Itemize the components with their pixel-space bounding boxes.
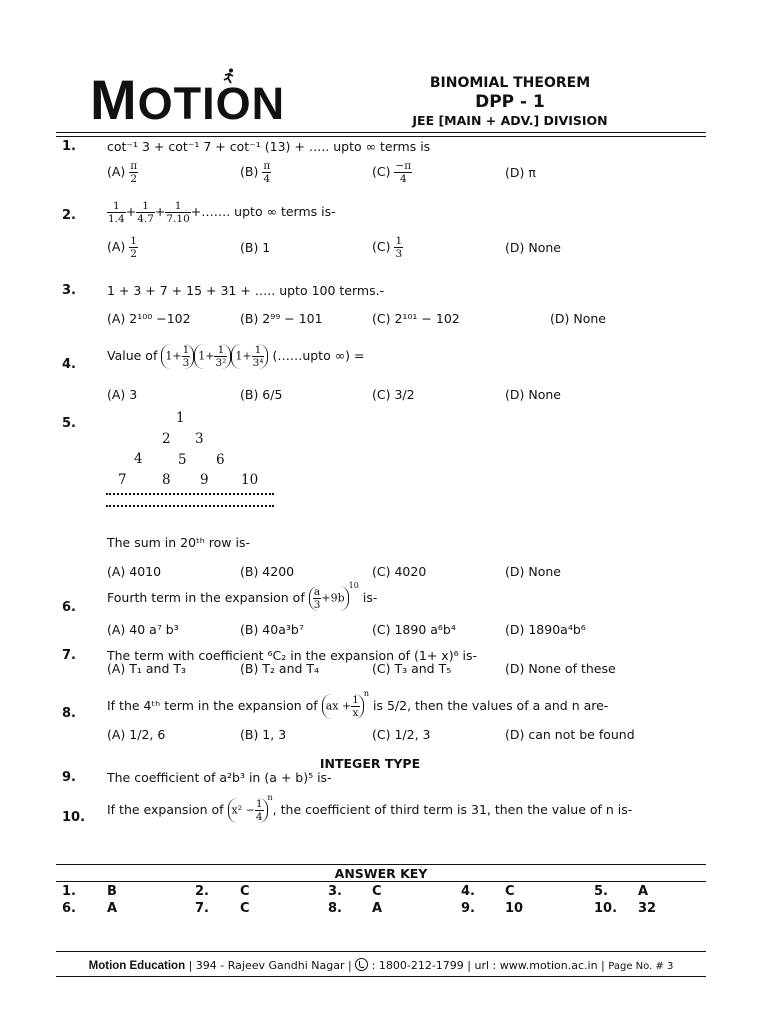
q8-option-a: (A) 1/2, 6 xyxy=(107,727,166,742)
q3-option-b: (B) 2⁹⁹ − 101 xyxy=(240,311,323,326)
motion-logo: MOTION xyxy=(90,68,286,131)
q3-number: 3. xyxy=(62,283,76,298)
q8-number: 8. xyxy=(62,706,76,721)
footer-url: | url : www.motion.ac.in | xyxy=(467,959,605,972)
q6-option-a: (A) 40 a⁷ b³ xyxy=(107,622,179,637)
q6-option-c: (C) 1890 a⁶b⁴ xyxy=(372,622,456,637)
answer-key-title: ANSWER KEY xyxy=(334,866,428,881)
answer-number: 9. xyxy=(461,901,475,916)
dpp-title: DPP - 1 xyxy=(475,92,545,112)
answer-value: C xyxy=(372,884,382,899)
q8-option-d: (D) can not be found xyxy=(505,727,635,742)
q2-option-a: (A) $\frac{1}{2}$ xyxy=(107,235,137,261)
q9-text: The coefficient of a²b³ in (a + b)⁵ is- xyxy=(107,770,332,785)
q7-option-d: (D) None of these xyxy=(505,661,616,676)
q9-number: 9. xyxy=(62,770,76,785)
q1-option-b: (B) $\frac{\pi}{4}$ xyxy=(240,160,271,186)
q3-text: 1 + 3 + 7 + 15 + 31 + ….. upto 100 terms.- xyxy=(107,283,385,298)
q2-text: $\frac{1}{1.4}$ + $\frac{1}{4.7}$ + $\frac{1}{7.10}$ +……. upto ∞ terms is- xyxy=(108,200,336,226)
q5-option-c: (C) 4020 xyxy=(372,564,427,579)
footer xyxy=(56,958,706,972)
q5-option-b: (B) 4200 xyxy=(240,564,295,579)
q7-option-c: (C) T₃ and T₅ xyxy=(372,661,452,676)
q2-option-c: (C) $\frac{1}{3}$ xyxy=(372,235,403,261)
answer-value: 32 xyxy=(638,901,657,916)
q3-option-c: (C) 2¹⁰¹ − 102 xyxy=(372,311,460,326)
q1-option-a: (A) $\frac{\pi}{2}$ xyxy=(107,160,138,186)
answer-value: B xyxy=(107,884,117,899)
q7-option-b: (B) T₂ and T₄ xyxy=(240,661,320,676)
q2-number: 2. xyxy=(62,208,76,223)
q1-text: cot⁻¹ 3 + cot⁻¹ 7 + cot⁻¹ (13) + ….. upto ∞ terms is xyxy=(107,139,431,154)
q6-option-d: (D) 1890a⁴b⁶ xyxy=(505,622,586,637)
division-title: JEE [MAIN + ADV.] DIVISION xyxy=(412,113,608,128)
answer-number: 2. xyxy=(195,884,209,899)
triangle-value: 4 xyxy=(134,451,143,467)
triangle-value: 9 xyxy=(200,472,209,488)
answer-number: 7. xyxy=(195,901,209,916)
triangle-value: 10 xyxy=(241,472,259,488)
q7-text: The term with coefficient ⁶C₂ in the expansion of (1+ x)⁶ is- xyxy=(107,648,478,663)
answer-key-rule xyxy=(56,881,706,882)
q5-option-d: (D) None xyxy=(505,564,561,579)
q4-option-a: (A) 3 xyxy=(107,387,138,402)
q4-option-c: (C) 3/2 xyxy=(372,387,415,402)
q1-option-c: (C) $\frac{-\pi}{4}$ xyxy=(372,160,412,186)
triangle-value: 8 xyxy=(162,472,171,488)
answer-number: 3. xyxy=(328,884,342,899)
answer-value: C xyxy=(240,884,250,899)
triangle-value: 2 xyxy=(162,431,171,447)
answer-value: A xyxy=(107,901,118,916)
q3-option-d: (D) None xyxy=(550,311,606,326)
q1-number: 1. xyxy=(62,139,76,154)
dotted-line xyxy=(106,505,274,507)
q4-option-d: (D) None xyxy=(505,387,561,402)
q6-number: 6. xyxy=(62,600,76,615)
q5-text: The sum in 20ᵗʰ row is- xyxy=(107,535,250,550)
runner-icon xyxy=(222,68,236,88)
q4-text: Value of 1+ $\frac{1}{3}$ 1+ $\frac{1}{\text{3²}}$ 1+ $\frac{1}{\text{3⁴}}$ (……upto ∞) = xyxy=(107,344,365,370)
phone-icon xyxy=(355,958,368,971)
answer-number: 5. xyxy=(594,884,608,899)
answer-number: 6. xyxy=(62,901,76,916)
q1-option-d: (D) π xyxy=(505,165,536,180)
q7-number: 7. xyxy=(62,648,76,663)
q8-text: If the 4ᵗʰ term in the expansion of ax + $\frac{1}{x}$ $^n$ is 5/2, then the values of a and n are- xyxy=(107,689,609,720)
header-rule-2 xyxy=(56,136,706,137)
dotted-line xyxy=(106,493,274,495)
q2-option-b: (B) 1 xyxy=(240,240,271,255)
triangle-value: 6 xyxy=(216,452,225,468)
answer-value: 10 xyxy=(505,901,524,916)
q5-option-a: (A) 4010 xyxy=(107,564,162,579)
answer-value: C xyxy=(505,884,515,899)
q8-option-b: (B) 1, 3 xyxy=(240,727,287,742)
triangle-value: 3 xyxy=(195,431,204,447)
q7-option-a: (A) T₁ and T₃ xyxy=(107,661,187,676)
q4-option-b: (B) 6/5 xyxy=(240,387,283,402)
answer-value: C xyxy=(240,901,250,916)
q2-option-d: (D) None xyxy=(505,240,561,255)
header-rule xyxy=(56,132,706,133)
integer-type-heading: INTEGER TYPE xyxy=(319,756,421,771)
footer-brand: Motion Education xyxy=(88,960,186,972)
answer-value: A xyxy=(372,901,383,916)
q10-text: If the expansion of x² − $\frac{1}{4}$ $^n$, the coefficient of third term is 31, then the value of n is- xyxy=(107,793,633,824)
answer-number: 4. xyxy=(461,884,475,899)
topic-title: BINOMIAL THEOREM xyxy=(429,75,591,91)
triangle-value: 7 xyxy=(118,472,127,488)
q10-number: 10. xyxy=(62,810,86,825)
footer-address: | 394 - Rajeev Gandhi Nagar | xyxy=(188,959,352,972)
answer-key-rule-top xyxy=(56,864,706,865)
footer-rule-bottom xyxy=(56,976,706,977)
q8-option-c: (C) 1/2, 3 xyxy=(372,727,431,742)
footer-phone: : 1800-212-1799 xyxy=(371,959,464,972)
q6-option-b: (B) 40a³b⁷ xyxy=(240,622,304,637)
triangle-value: 5 xyxy=(178,452,187,468)
q6-text: Fourth term in the expansion of $\frac{a}{3}$ $+9b^{10}$ is- xyxy=(107,581,378,612)
answer-number: 10. xyxy=(594,901,618,916)
q4-number: 4. xyxy=(62,357,76,372)
answer-number: 1. xyxy=(62,884,76,899)
answer-value: A xyxy=(638,884,649,899)
footer-rule-top xyxy=(56,951,706,952)
q3-option-a: (A) 2¹⁰⁰ −102 xyxy=(107,311,191,326)
page-number: Page No. # 3 xyxy=(608,961,674,972)
q5-number: 5. xyxy=(62,416,76,431)
triangle-value: 1 xyxy=(176,410,185,426)
answer-number: 8. xyxy=(328,901,342,916)
